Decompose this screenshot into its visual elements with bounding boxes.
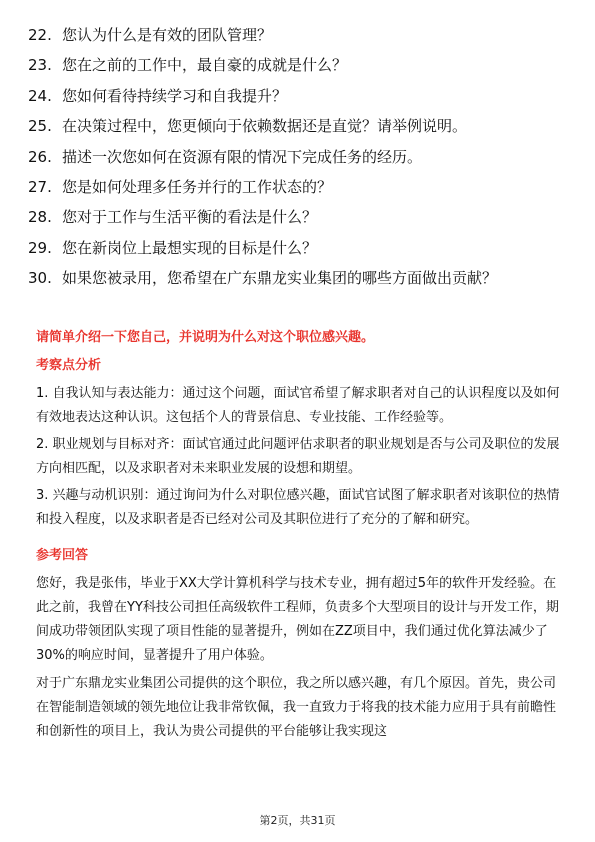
question-item xyxy=(28,176,568,198)
question-item xyxy=(28,237,568,259)
answer-section xyxy=(36,328,566,748)
question-number: 28. xyxy=(28,208,52,227)
reference-paragraph: 您好，我是张伟，毕业于XX大学计算机科学与技术专业，拥有超过5年的软件开发经验。在此之前，我曾在YY科技公司担任高级软件工程师，负责多个大型项目的设计与开发工作，期间成功带领团队实现了项目性能的显著提升，例如在ZZ项目中，我们通过优化算法减少了30%的响应时间，显著提升了用户体验。 xyxy=(36,576,559,663)
question-text: 在决策过程中，您更倾向于依赖数据还是直觉？请举例说明。 xyxy=(62,117,468,136)
question-item xyxy=(28,206,568,228)
question-number: 25. xyxy=(28,117,52,136)
reference-section xyxy=(36,546,566,744)
question-text: 您在新岗位上最想实现的目标是什么？ xyxy=(62,238,318,257)
question-number: 23. xyxy=(28,56,52,75)
question-item xyxy=(28,24,568,46)
reference-title: 参考回答 xyxy=(36,548,89,563)
question-item xyxy=(28,54,568,76)
analysis-point: 2. 职业规划与目标对齐：面试官通过此问题评估求职者的职业规划是否与公司及职位的发展方向相匹配，以及求职者对未来职业发展的设想和期望。 xyxy=(36,437,560,476)
question-text: 您在之前的工作中，最自豪的成就是什么？ xyxy=(62,56,348,75)
question-item xyxy=(28,115,568,137)
page-footer: 第2页，共31页 xyxy=(259,814,336,827)
interview-prompt: 请简单介绍一下您自己，并说明为什么对这个职位感兴趣。 xyxy=(36,330,375,345)
question-number: 24. xyxy=(28,86,52,105)
question-text: 描述一次您如何在资源有限的情况下完成任务的经历。 xyxy=(62,147,423,166)
question-item xyxy=(28,146,568,168)
question-text: 您认为什么是有效的团队管理？ xyxy=(62,26,273,44)
analysis-point: 1. 自我认知与表达能力：通过这个问题，面试官希望了解求职者对自己的认识程度以及如何有效地表达这种认识。这包括个人的背景信息、专业技能、工作经验等。 xyxy=(36,386,560,425)
question-number: 27. xyxy=(28,177,52,196)
question-text: 您如何看待持续学习和自我提升？ xyxy=(62,86,288,105)
question-item xyxy=(28,85,568,107)
reference-paragraph: 对于广东鼎龙实业集团公司提供的这个职位，我之所以感兴趣，有几个原因。首先，贵公司在智能制造领域的领先地位让我非常钦佩，我一直致力于将我的技术能力应用于具有前瞻性和创新性的项目上，我认为贵公司提供的平台能够让我实现这 xyxy=(36,676,557,739)
question-list xyxy=(28,24,568,298)
question-number: 29. xyxy=(28,238,52,257)
question-number: 22. xyxy=(28,26,52,44)
question-number: 30. xyxy=(28,269,52,288)
question-text: 您对于工作与生活平衡的看法是什么？ xyxy=(62,208,318,227)
question-text: 您是如何处理多任务并行的工作状态的？ xyxy=(62,177,333,196)
analysis-title: 考察点分析 xyxy=(36,358,102,373)
question-text: 如果您被录用，您希望在广东鼎龙实业集团的哪些方面做出贡献？ xyxy=(62,269,498,288)
analysis-section xyxy=(36,356,566,532)
question-item xyxy=(28,267,568,289)
question-number: 26. xyxy=(28,147,52,166)
analysis-point: 3. 兴趣与动机识别：通过询问为什么对职位感兴趣，面试官试图了解求职者对该职位的热情和投入程度，以及求职者是否已经对公司及其职位进行了充分的了解和研究。 xyxy=(36,488,560,527)
